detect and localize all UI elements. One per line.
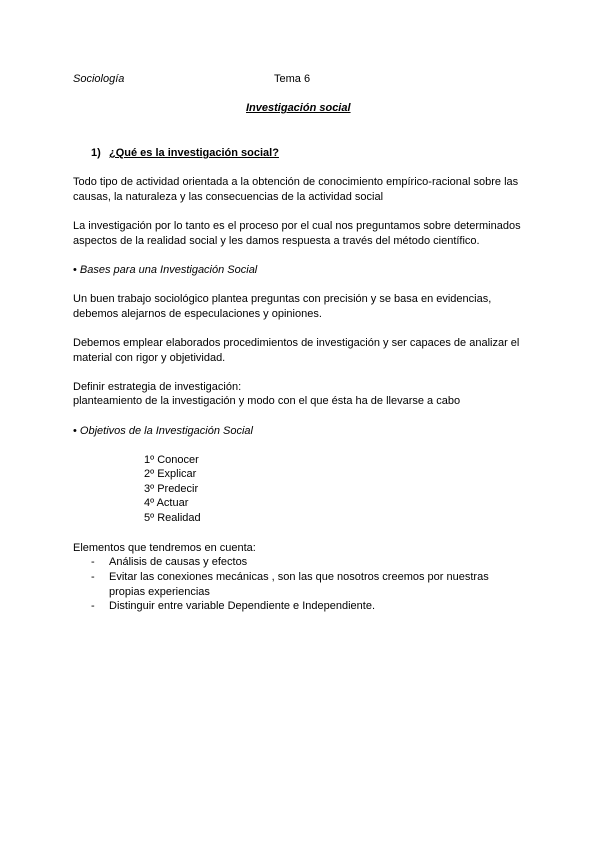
objective-item: 1º Conocer <box>144 454 199 466</box>
bullet-objetivos <box>73 424 253 439</box>
objective-item: 2º Explicar <box>144 468 197 480</box>
bullet-objetivos-label: Objetivos de la Investigación Social <box>79 425 253 437</box>
strategy-description: planteamiento de la investigación y modo con el que ésta ha de llevarse a cabo <box>73 395 461 407</box>
list-item: Análisis de causas y efectos <box>109 556 248 568</box>
bullet-icon: • <box>73 264 77 276</box>
topic-label: Tema 6 <box>274 73 311 85</box>
subject-label: Sociología <box>73 73 125 85</box>
paragraph-procedures: Debemos emplear elaborados procedimientos de investigación y ser capaces de analizar el material con rigor y objetividad. <box>73 337 520 364</box>
strategy-label: Definir estrategia de investigación: <box>73 381 242 393</box>
bullet-icon: • <box>73 425 77 437</box>
objective-item: 4º Actuar <box>144 497 189 509</box>
elements-intro: Elementos que tendremos en cuenta: <box>73 542 256 554</box>
list-dash: - <box>91 556 95 568</box>
list-item: Distinguir entre variable Dependiente e Independiente. <box>109 600 376 612</box>
paragraph-process: La investigación por lo tanto es el proceso por el cual nos preguntamos sobre determinados aspectos de la realidad social y les damos respuesta a través del método científico. <box>73 220 521 247</box>
bullet-bases <box>73 263 257 278</box>
list-dash: - <box>91 571 95 583</box>
list-dash: - <box>91 600 95 612</box>
objective-item: 3º Predecir <box>144 483 199 495</box>
objective-item: 5º Realidad <box>144 512 201 524</box>
bullet-bases-label: Bases para una Investigación Social <box>79 264 258 276</box>
section-heading: ¿Qué es la investigación social? <box>109 147 279 159</box>
paragraph-good-work: Un buen trabajo sociológico plantea preguntas con precisión y se basa en evidencias, debemos alejarnos de especulaciones y opiniones. <box>73 293 492 320</box>
list-item: Evitar las conexiones mecánicas , son las que nosotros creemos por nuestras propias experiencias <box>109 571 489 598</box>
section-number: 1) <box>91 147 101 159</box>
paragraph-definition: Todo tipo de actividad orientada a la obtención de conocimiento empírico-racional sobre las causas, la naturaleza y las consecuencias de la actividad social <box>73 176 519 203</box>
page-title: Investigación social <box>246 102 351 114</box>
